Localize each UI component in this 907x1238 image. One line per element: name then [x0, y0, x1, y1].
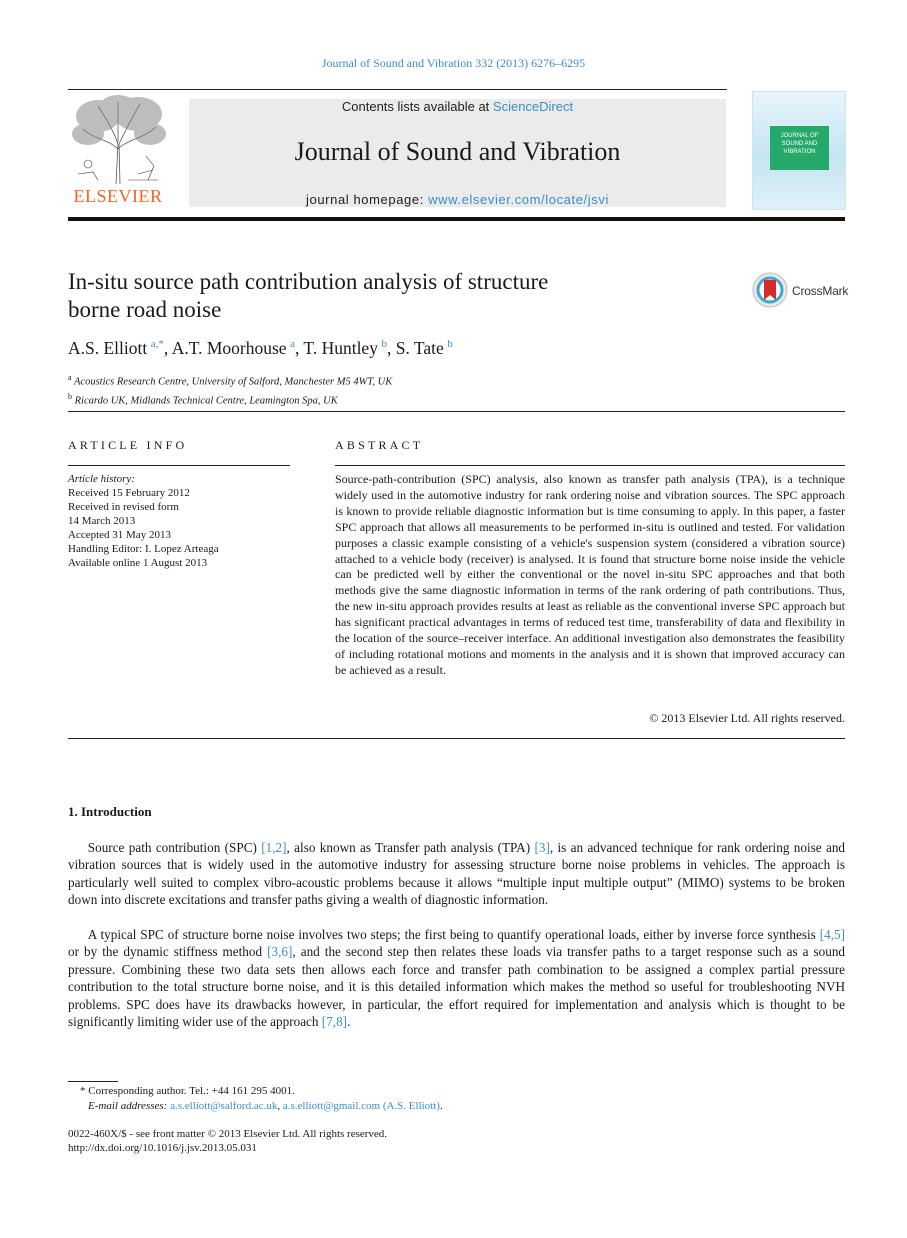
elsevier-wordmark: ELSEVIER [73, 186, 163, 206]
sciencedirect-link[interactable]: ScienceDirect [492, 99, 574, 114]
article-history [68, 472, 290, 570]
cover-line: SOUND AND [781, 141, 818, 147]
text-run: , [277, 1100, 283, 1112]
footnote [68, 1084, 668, 1114]
history-label: Article history: [68, 473, 135, 485]
history-item: 14 March 2013 [68, 515, 136, 527]
text-run: , and the second step then relates these loads via transfer paths to a target response such as a sound pressure. Combining these two data sets then allows each force and transfer path combination to be assigned a complex partial pressure contribution to the total structure borne noise, and it is this detailed information which makes the method so useful for troubleshooting NVH problems. SPC does have its drawbacks however, in particular, the effort required for implementation and analysis which is thought to be significantly limiting wider use of the approach [68, 944, 846, 1030]
section-heading-introduction: 1. Introduction [68, 804, 152, 819]
author-affil-marker[interactable]: b [447, 338, 453, 351]
abstract-heading: ABSTRACT [335, 438, 424, 452]
author-affil-marker[interactable]: b [381, 338, 387, 351]
contents-available-line [189, 99, 726, 114]
author-name[interactable]: T. Huntley [303, 338, 378, 358]
cover-line: JOURNAL OF [780, 133, 819, 139]
affiliation [68, 371, 392, 390]
corresponding-author-note: * Corresponding author. Tel.: +44 161 295 4001. [80, 1085, 295, 1097]
homepage-prefix: journal homepage: [306, 192, 429, 207]
abstract-text: Source-path-contribution (SPC) analysis, also known as transfer path analysis (TPA), is a technique widely used in the automotive industry for rank ordering noise and vibration sources. The SPC approach is known to provide reliable diagnostic information but is time consuming to apply. In this paper, a faster SPC approach that allows all measurements to be performed in-situ is outlined and tested. For validation purposes a classic example consisting of a vehicle's suspension system (considered a vibration source) attached to a vehicle body (receiver) is analysed. It is found that structure borne noise inside the vehicle can be predicted well by either the conventional or the novel in-situ SPC approaches and that both methods give the same diagnostic information in terms of the rank ordering of path contributions. Thus, the new in-situ approach provides results at least as reliable as the conventional inverse SPC approach but has significant practical advantages in terms of reduced test time, transferability of data and flexibility in the location of the source–receiver interface. An additional investigation also demonstrates the feasibility of including rotational motions and moments in the analysis and it is shown that improved accuracy can be achieved as a result. [335, 472, 845, 677]
citation-link[interactable]: [4,5] [819, 927, 845, 942]
intro-paragraph [68, 839, 845, 909]
email-link[interactable]: a.s.elliott@salford.ac.uk [170, 1100, 278, 1112]
journal-banner [189, 99, 726, 207]
affiliations [68, 371, 392, 408]
cover-line: VIBRATION [783, 149, 816, 155]
homepage-link[interactable]: www.elsevier.com/locate/jsvi [428, 192, 609, 207]
elsevier-tree-icon [68, 94, 168, 186]
citation-link[interactable]: [3,6] [267, 944, 293, 960]
contents-prefix: Contents lists available at [341, 99, 493, 114]
crossmark-badge[interactable] [752, 272, 848, 308]
crossmark-icon [752, 272, 788, 308]
title-line: borne road noise [68, 297, 222, 322]
abstract-copyright: © 2013 Elsevier Ltd. All rights reserved. [649, 711, 845, 725]
history-item: Received 15 February 2012 [68, 487, 190, 499]
text-run: A typical SPC of structure borne noise involves two steps; the first being to quantify operational loads, either by inverse force synthesis [87, 927, 820, 942]
email-link[interactable]: a.s.elliott@gmail.com (A.S. Elliott) [282, 1100, 440, 1112]
front-matter [68, 1127, 387, 1155]
journal-citation[interactable]: Journal of Sound and Vibration 332 (2013) 6276–6295 [321, 56, 586, 70]
abstract-rule [335, 465, 845, 466]
affiliation-text: Ricardo UK, Midlands Technical Centre, Leamington Spa, UK [74, 395, 338, 406]
article-title [68, 268, 708, 324]
cover-title-box [770, 126, 829, 170]
text-run: or by the dynamic stiffness method [68, 944, 268, 960]
affiliation-marker: b [68, 391, 72, 401]
affiliation-rule [68, 411, 845, 412]
footnote-rule [68, 1081, 118, 1082]
history-item: Accepted 31 May 2013 [68, 529, 171, 541]
history-item: Available online 1 August 2013 [68, 557, 208, 569]
journal-name[interactable]: Journal of Sound and Vibration [294, 137, 621, 166]
affiliation [68, 390, 392, 409]
author-name[interactable]: S. Tate [395, 338, 444, 358]
email-line [68, 1099, 668, 1114]
author-list: A.S. Elliott $^{a,*}$, A.T. Moorhouse $^a$, T. Huntley $^b$, S. Tate $^b$ [68, 338, 453, 358]
history-item: Received in revised form [68, 501, 179, 513]
journal-homepage-line [189, 192, 726, 207]
text-run: , also known as Transfer path analysis (TPA) [286, 840, 535, 855]
author-affil-marker[interactable]: a,* [150, 338, 164, 351]
abstract-bottom-rule [68, 738, 845, 739]
citation-link[interactable]: [1,2] [261, 840, 287, 855]
crossmark-label: CrossMark [792, 284, 849, 298]
elsevier-logo[interactable] [68, 94, 168, 210]
text-run: . [439, 1100, 443, 1112]
author-name[interactable]: A.S. Elliott [68, 338, 148, 358]
article-info-rule [68, 465, 290, 466]
text-run: , is an advanced technique for rank ordering noise and vibration sources that is widely used in the automotive industry for assessing structure borne noise problems in vehicles. The approach is particularly well suited to complex vibro-acoustic problems because it allows “multiple input multiple output” (MIMO) systems to be broken down into discrete excitations and transfer paths giving a wealth of diagnostic information. [68, 840, 846, 908]
article-info-heading: ARTICLE INFO [68, 438, 188, 452]
header-rule [68, 217, 845, 221]
email-label: E-mail addresses: [88, 1100, 171, 1112]
citation-link[interactable]: [7,8] [321, 1014, 348, 1030]
history-item: Handling Editor: I. Lopez Arteaga [68, 543, 219, 555]
affiliation-text: Acoustics Research Centre, University of Salford, Manchester M5 4WT, UK [74, 376, 393, 388]
doi-link[interactable]: http://dx.doi.org/10.1016/j.jsv.2013.05.031 [68, 1142, 257, 1154]
issn-line: 0022-460X/$ - see front matter © 2013 Elsevier Ltd. All rights reserved. [68, 1128, 388, 1140]
title-line: In-situ source path contribution analysis of structure [68, 269, 549, 294]
citation-link[interactable]: [3] [534, 840, 550, 855]
text-run: . [347, 1014, 351, 1030]
author-affil-marker[interactable]: a [290, 338, 295, 351]
journal-cover-thumbnail[interactable] [752, 91, 846, 210]
text-run: Source path contribution (SPC) [87, 840, 262, 855]
affiliation-marker: a [68, 373, 72, 382]
banner-top-rule [68, 89, 727, 90]
author-name[interactable]: A.T. Moorhouse [171, 338, 287, 358]
intro-paragraph [68, 926, 845, 1030]
